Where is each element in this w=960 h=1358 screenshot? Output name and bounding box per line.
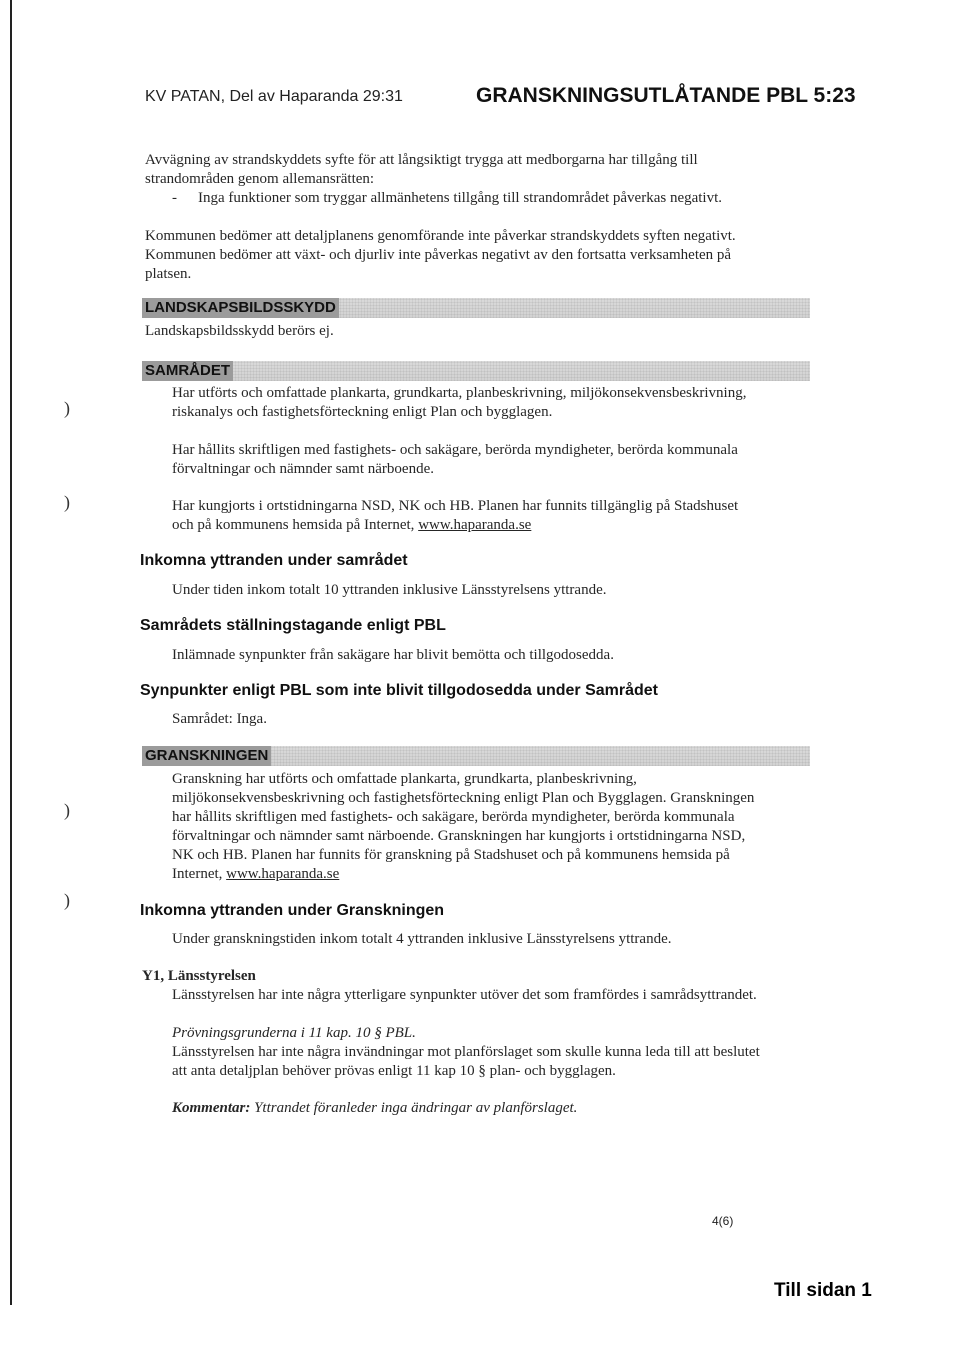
y1-kommentar xyxy=(172,1099,577,1118)
intro-line-2: strandområden genom allemansrätten: xyxy=(145,171,375,187)
granskningen-l6-prefix: Internet, xyxy=(172,866,227,882)
kommun-line-2: Kommunen bedömer att växt- och djurliv inte påverkas negativt av den fortsatta verksamheten på xyxy=(145,247,732,263)
page-number: 4(6) xyxy=(712,1214,734,1228)
y1-prov-line-1: Länsstyrelsen har inte några invändningar mot planförslaget som skulle kunna leda till att beslutet xyxy=(172,1044,760,1060)
intro-bullet-dash: - xyxy=(172,190,177,206)
granskningen-line-4: förvaltningar och nämnder samt närboende. Granskningen har kungjorts i ortstidningarna NSD, xyxy=(172,828,746,844)
inkomna-gransk-text: Under granskningstiden inkom totalt 4 yttranden inklusive Länsstyrelsens yttrande. xyxy=(172,931,672,947)
y1-heading: Y1, Länsstyrelsen xyxy=(142,968,256,984)
inkomna-gransk-heading: Inkomna yttranden under Granskningen xyxy=(140,902,445,919)
y1-text: Länsstyrelsen har inte några ytterligare synpunkter utöver det som framfördes i samrådsyttrandet. xyxy=(172,987,757,1003)
samradet-p1-line-2: riskanalys och fastighetsförteckning enligt Plan och bygglagen. xyxy=(172,404,553,420)
section-band-granskningen xyxy=(142,746,810,766)
stallning-text: Inlämnade synpunkter från sakägare har blivit bemötta och tillgodosedda. xyxy=(172,647,614,663)
granskningen-heading: GRANSKNINGEN xyxy=(142,746,271,766)
samradet-p3-line-1: Har kungjorts i ortstidningarna NSD, NK och HB. Planen har funnits tillgänglig på Stadshuset xyxy=(172,498,739,514)
section-band-samradet xyxy=(142,361,810,381)
margin-mark-2: ) xyxy=(64,492,70,512)
haparanda-link-2[interactable]: www.haparanda.se xyxy=(226,866,340,882)
inkomna-samrad-heading: Inkomna yttranden under samrådet xyxy=(140,552,408,569)
granskningen-line-3: har hållits skriftligen med fastighets- och sakägare, berörda myndigheter, berörda kommunala xyxy=(172,809,735,825)
intro-bullet: Inga funktioner som tryggar allmänhetens tillgång till strandområdet påverkas negativt. xyxy=(198,190,723,206)
samradet-p3-line-2 xyxy=(172,516,531,535)
kommentar-label: Kommentar: xyxy=(172,1100,251,1116)
y1-prov-line-2: att anta detaljplan behöver prövas enligt 11 kap 10 § plan- och bygglagen. xyxy=(172,1063,616,1079)
haparanda-link[interactable]: www.haparanda.se xyxy=(418,517,532,533)
till-sidan-link[interactable]: Till sidan 1 xyxy=(774,1280,872,1301)
document-reference: KV PATAN, Del av Haparanda 29:31 xyxy=(145,88,403,105)
inkomna-samrad-text: Under tiden inkom totalt 10 yttranden inklusive Länsstyrelsens yttrande. xyxy=(172,582,607,598)
granskningen-line-1: Granskning har utförts och omfattade plankarta, grundkarta, planbeskrivning, xyxy=(172,771,637,787)
samradet-p2-line-2: förvaltningar och nämnder samt närboende. xyxy=(172,461,434,477)
landskap-text: Landskapsbildsskydd berörs ej. xyxy=(145,323,334,339)
samradet-heading: SAMRÅDET xyxy=(142,361,233,381)
kommentar-text: Yttrandet föranleder inga ändringar av planförslaget. xyxy=(250,1100,578,1116)
kommun-line-3: platsen. xyxy=(145,266,192,282)
margin-mark-3: ) xyxy=(64,800,70,820)
samradet-p3-prefix: och på kommunens hemsida på Internet, xyxy=(172,517,419,533)
intro-line-1: Avvägning av strandskyddets syfte för att långsiktigt trygga att medborgarna har tillgång till xyxy=(145,152,698,168)
landskap-heading: LANDSKAPSBILDSSKYDD xyxy=(142,298,339,318)
stallning-heading: Samrådets ställningstagande enligt PBL xyxy=(140,617,446,634)
granskningen-line-6 xyxy=(172,865,339,884)
samradet-p2-line-1: Har hållits skriftligen med fastighets- och sakägare, berörda myndigheter, berörda kommunala xyxy=(172,442,738,458)
granskningen-line-5: NK och HB. Planen har funnits för granskning på Stadshuset och på kommunens hemsida på xyxy=(172,847,730,863)
y1-prov-heading: Prövningsgrunderna i 11 kap. 10 § PBL. xyxy=(172,1025,416,1041)
document-title: GRANSKNINGSUTLÅTANDE PBL 5:23 xyxy=(476,84,856,107)
granskningen-line-2: miljökonsekvensbeskrivning och fastighetsförteckning enligt Plan och Bygglagen. Granskningen xyxy=(172,790,755,806)
kommun-line-1: Kommunen bedömer att detaljplanens genomförande inte påverkar strandskyddets syften negativt. xyxy=(145,228,736,244)
synpunkter-heading: Synpunkter enligt PBL som inte blivit tillgodosedda under Samrådet xyxy=(140,682,658,699)
margin-mark-4: ) xyxy=(64,890,70,910)
synpunkter-text: Samrådet: Inga. xyxy=(172,711,267,727)
samradet-p1-line-1: Har utförts och omfattade plankarta, grundkarta, planbeskrivning, miljökonsekvensbeskrivning, xyxy=(172,385,747,401)
scan-edge-line xyxy=(10,0,12,1305)
margin-mark-1: ) xyxy=(64,398,70,418)
section-band-landskap xyxy=(142,298,810,318)
